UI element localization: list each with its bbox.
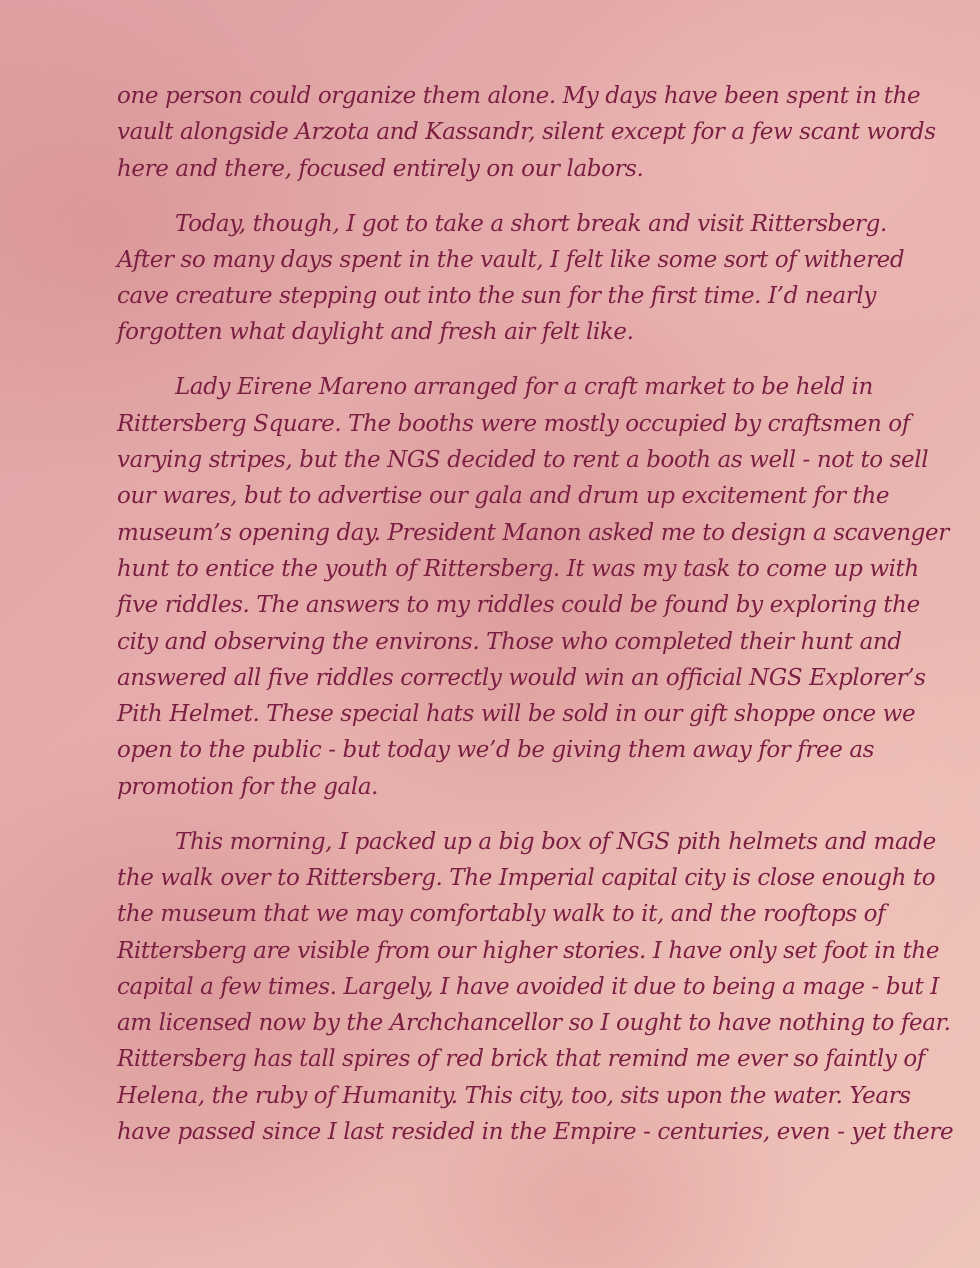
text-line: five riddles. The answers to my riddles could be found by exploring the [117, 592, 920, 619]
text-line: our wares, but to advertise our gala and drum up excitement for the [117, 483, 890, 510]
text-line: here and there, focused entirely on our labors. [117, 155, 644, 182]
text-line: capital a few times. Largely, I have avoided it due to being a mage - but I [117, 973, 939, 1000]
paragraph-1 [117, 78, 936, 187]
text-line: Rittersberg Square. The booths were mostly occupied by craftsmen of [117, 410, 910, 437]
text-line: answered all five riddles correctly would win an official NGS Explorer’s [117, 664, 926, 691]
text-line: museum’s opening day. President Manon asked me to design a scavenger [117, 519, 949, 546]
paragraph-2 [117, 206, 905, 351]
text-line: the museum that we may comfortably walk to it, and the rooftops of [117, 901, 886, 928]
text-line: After so many days spent in the vault, I felt like some sort of withered [117, 246, 905, 273]
text-line: varying stripes, but the NGS decided to rent a booth as well - not to sell [117, 447, 929, 474]
document-page [117, 78, 954, 1169]
text-line: promotion for the gala. [117, 773, 379, 800]
text-line: forgotten what daylight and fresh air felt like. [117, 319, 634, 346]
text-line: Rittersberg has tall spires of red brick that remind me ever so faintly of [117, 1046, 925, 1073]
text-line: Helena, the ruby of Humanity. This city, too, sits upon the water. Years [117, 1082, 911, 1109]
text-line: am licensed now by the Archchancellor so I ought to have nothing to fear. [117, 1010, 951, 1037]
text-line: open to the public - but today we’d be giving them away for free as [117, 737, 875, 764]
paragraph-3 [117, 369, 949, 805]
text-line: one person could organize them alone. My days have been spent in the [117, 83, 921, 109]
text-line: This morning, I packed up a big box of NGS pith helmets and made [175, 828, 936, 855]
paragraph-4 [117, 824, 954, 1151]
text-line: Lady Eirene Mareno arranged for a craft market to be held in [175, 374, 873, 401]
text-line: Rittersberg are visible from our higher stories. I have only set foot in the [117, 937, 940, 964]
text-line: have passed since I last resided in the Empire - centuries, even - yet there [117, 1119, 954, 1146]
text-line: the walk over to Rittersberg. The Imperial capital city is close enough to [117, 865, 936, 891]
text-line: vault alongside Arzota and Kassandr, silent except for a few scant words [117, 119, 936, 146]
text-line: Pith Helmet. These special hats will be sold in our gift shoppe once we [117, 701, 916, 728]
text-line: Today, though, I got to take a short break and visit Rittersberg. [175, 210, 887, 237]
text-line: hunt to entice the youth of Rittersberg. It was my task to come up with [117, 555, 919, 582]
text-line: cave creature stepping out into the sun for the first time. I’d nearly [117, 283, 876, 310]
text-line: city and observing the environs. Those who completed their hunt and [117, 628, 902, 655]
